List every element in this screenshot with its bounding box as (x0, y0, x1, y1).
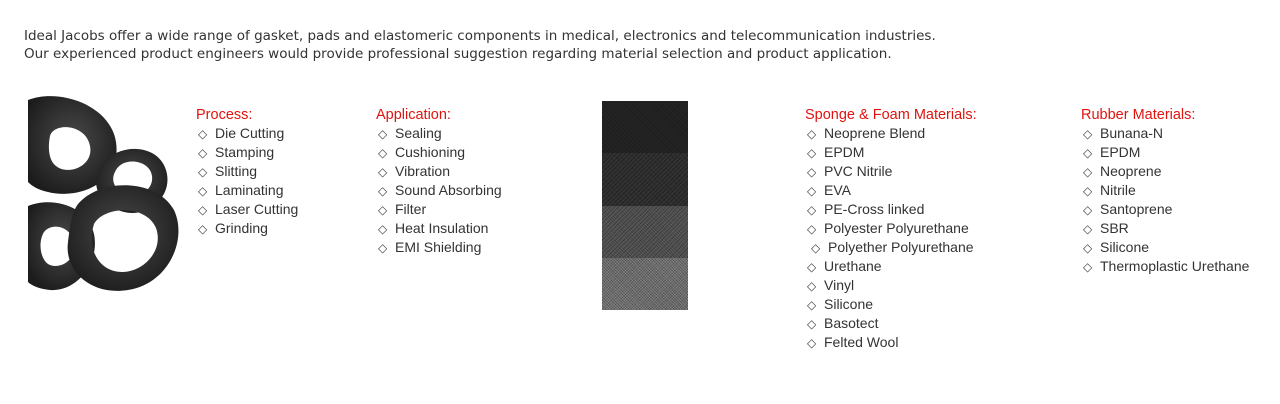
diamond-bullet-icon: ◇ (807, 336, 817, 350)
list-item: ◇ Die Cutting (198, 125, 285, 141)
diamond-bullet-icon: ◇ (198, 222, 208, 236)
list-item: ◇ Vibration (378, 163, 451, 179)
list-item: ◇ Neoprene (1083, 163, 1162, 179)
gasket-ring (68, 185, 179, 291)
diamond-bullet-icon: ◇ (807, 203, 817, 217)
list-item: ◇ SBR (1083, 220, 1129, 236)
rubber-list (1081, 124, 1249, 276)
diamond-bullet-icon: ◇ (807, 298, 817, 312)
diamond-bullet-icon: ◇ (807, 146, 817, 160)
foam-swatch (602, 258, 688, 310)
diamond-bullet-icon: ◇ (198, 127, 208, 141)
diamond-bullet-icon: ◇ (1083, 203, 1093, 217)
process-column (196, 106, 298, 238)
diamond-bullet-icon: ◇ (1083, 184, 1093, 198)
list-item: ◇ Santoprene (1083, 201, 1173, 217)
list-item: ◇ Felted Wool (807, 334, 899, 350)
diamond-bullet-icon: ◇ (378, 184, 388, 198)
list-item: ◇ EMI Shielding (378, 239, 482, 255)
diamond-bullet-icon: ◇ (378, 146, 388, 160)
diamond-bullet-icon: ◇ (198, 184, 208, 198)
application-column (376, 106, 502, 257)
diamond-bullet-icon: ◇ (807, 184, 817, 198)
intro-line-1: Ideal Jacobs offer a wide range of gasket, pads and elastomeric components in medical, electronics and telecommunication industries. (24, 28, 936, 44)
diamond-bullet-icon: ◇ (1083, 165, 1093, 179)
list-item: ◇ Cushioning (378, 144, 466, 160)
list-item: ◇ Polyester Polyurethane (807, 220, 969, 236)
list-item: ◇ Basotect (807, 315, 879, 331)
foam-samples-image (602, 101, 688, 310)
process-list (196, 124, 298, 238)
process-title: Process: (196, 107, 253, 123)
list-item: ◇ Polyether Polyurethane (811, 239, 974, 255)
application-title: Application: (376, 107, 451, 123)
list-item: ◇ Slitting (198, 163, 258, 179)
gasket-rings-image (28, 94, 180, 296)
diamond-bullet-icon: ◇ (378, 127, 388, 141)
diamond-bullet-icon: ◇ (198, 203, 208, 217)
diamond-bullet-icon: ◇ (198, 146, 208, 160)
list-item: ◇ Nitrile (1083, 182, 1136, 198)
diamond-bullet-icon: ◇ (1083, 222, 1093, 236)
list-item: ◇ Neoprene Blend (807, 125, 926, 141)
diamond-bullet-icon: ◇ (1083, 146, 1093, 160)
diamond-bullet-icon: ◇ (807, 317, 817, 331)
foam-swatch (602, 101, 688, 153)
diamond-bullet-icon: ◇ (1083, 127, 1093, 141)
list-item: ◇ Silicone (807, 296, 874, 312)
rubber-title: Rubber Materials: (1081, 107, 1196, 123)
list-item: ◇ PE-Cross linked (807, 201, 925, 217)
diamond-bullet-icon: ◇ (807, 127, 817, 141)
list-item: ◇ Laser Cutting (198, 201, 299, 217)
list-item: ◇ Bunana-N (1083, 125, 1164, 141)
diamond-bullet-icon: ◇ (807, 222, 817, 236)
rubber-column (1081, 106, 1249, 276)
list-item: ◇ Filter (378, 201, 427, 217)
diamond-bullet-icon: ◇ (378, 241, 388, 255)
diamond-bullet-icon: ◇ (198, 165, 208, 179)
intro-line-2: Our experienced product engineers would provide professional suggestion regarding material selection and product application. (24, 46, 892, 62)
list-item: ◇ Stamping (198, 144, 275, 160)
foam-swatch (602, 206, 688, 258)
list-item: ◇ Sealing (378, 125, 442, 141)
sponge-foam-column (805, 106, 977, 352)
list-item: ◇ PVC Nitrile (807, 163, 893, 179)
foam-swatch (602, 153, 688, 205)
diamond-bullet-icon: ◇ (378, 203, 388, 217)
list-item: ◇ Heat Insulation (378, 220, 489, 236)
diamond-bullet-icon: ◇ (378, 165, 388, 179)
diamond-bullet-icon: ◇ (807, 279, 817, 293)
list-item: ◇ Urethane (807, 258, 882, 274)
diamond-bullet-icon: ◇ (1083, 241, 1093, 255)
list-item: ◇ EVA (807, 182, 851, 198)
intro-text (24, 27, 1244, 63)
sponge-foam-title: Sponge & Foam Materials: (805, 107, 977, 123)
list-item: ◇ EPDM (807, 144, 865, 160)
list-item: ◇ Thermoplastic Urethane (1083, 258, 1250, 274)
list-item: ◇ Vinyl (807, 277, 855, 293)
diamond-bullet-icon: ◇ (807, 165, 817, 179)
list-item: ◇ Sound Absorbing (378, 182, 502, 198)
diamond-bullet-icon: ◇ (807, 260, 817, 274)
list-item: ◇ Laminating (198, 182, 284, 198)
sponge-foam-list (805, 124, 977, 352)
application-list (376, 124, 502, 257)
list-item: ◇ EPDM (1083, 144, 1141, 160)
list-item: ◇ Silicone (1083, 239, 1150, 255)
diamond-bullet-icon: ◇ (378, 222, 388, 236)
diamond-bullet-icon: ◇ (811, 241, 821, 255)
list-item: ◇ Grinding (198, 220, 268, 236)
diamond-bullet-icon: ◇ (1083, 260, 1093, 274)
